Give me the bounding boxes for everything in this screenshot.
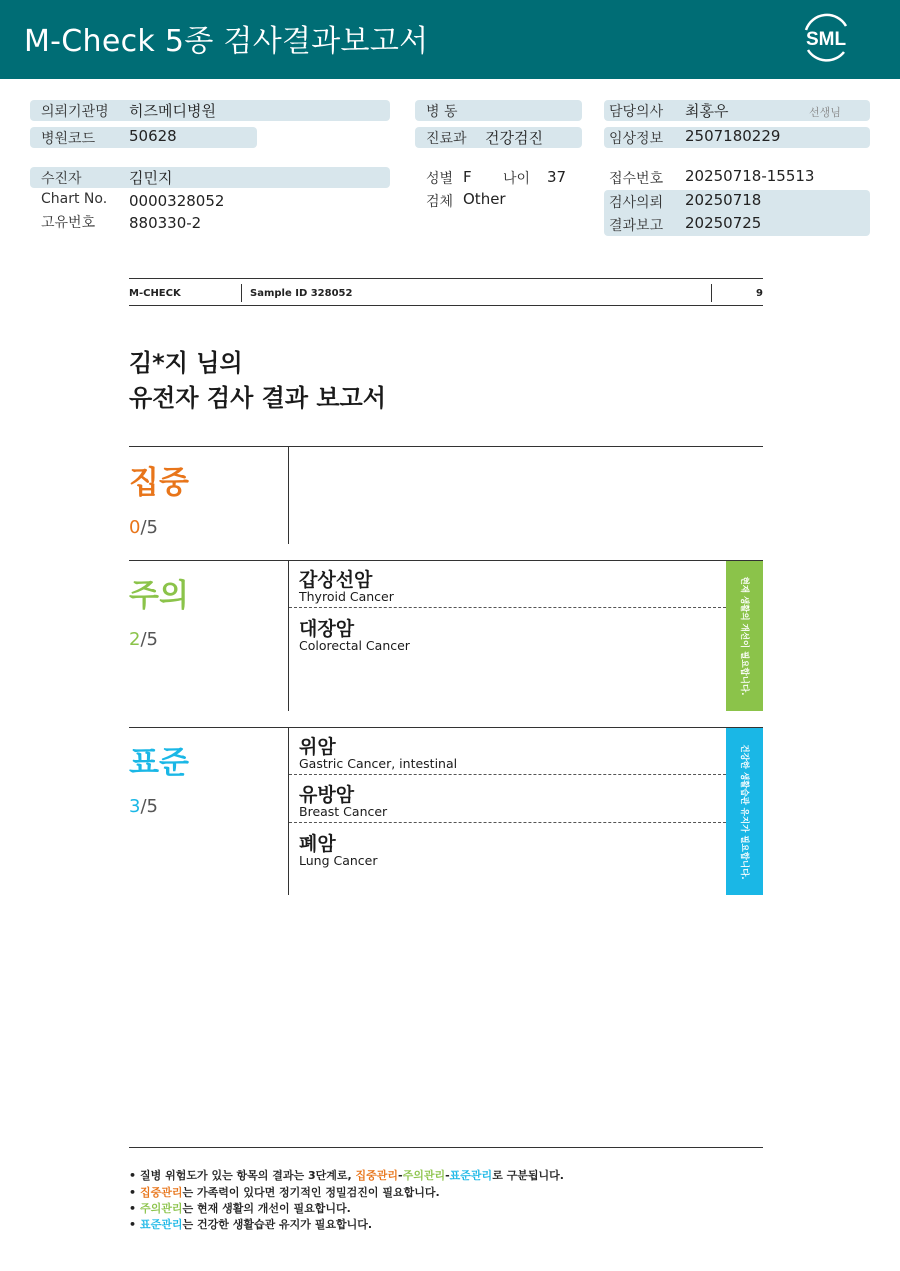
institution-value: 히즈메디병원 bbox=[129, 102, 216, 120]
note-4-standard: 표준관리 bbox=[140, 1218, 183, 1231]
page-bar-bottom-rule bbox=[129, 305, 763, 306]
report-date-value: 20250725 bbox=[685, 214, 762, 232]
note-line-3 bbox=[129, 1200, 351, 1216]
name-label: 수진자 bbox=[41, 171, 82, 187]
page-bar-sample-id: Sample ID 328052 bbox=[250, 288, 353, 299]
report-header-title: M-Check 5종 검사결과보고서 bbox=[24, 24, 429, 59]
receipt-label: 접수번호 bbox=[609, 171, 664, 187]
doctor-value: 최홍우 bbox=[685, 102, 729, 120]
category-caution-total: /5 bbox=[140, 629, 158, 650]
category-focus-count: 0 bbox=[129, 517, 141, 538]
page-bar-brand: M-CHECK bbox=[129, 288, 181, 299]
note-line-2 bbox=[129, 1184, 440, 1200]
category-focus-total: /5 bbox=[140, 517, 158, 538]
category-caution-rule bbox=[129, 560, 763, 561]
category-standard-count: 3 bbox=[129, 796, 141, 817]
standard-item-separator-2 bbox=[289, 822, 726, 823]
note-1-caution: 주의관리 bbox=[402, 1169, 446, 1182]
page-bar-divider-2 bbox=[711, 284, 712, 302]
name-band bbox=[30, 167, 390, 188]
note-3-text: 는 현재 생활의 개선이 필요합니다. bbox=[182, 1202, 351, 1215]
note-bullet: • bbox=[129, 1218, 137, 1231]
age-value: 37 bbox=[547, 168, 567, 186]
caution-item-2-korean: 대장암 bbox=[299, 618, 355, 640]
name-value: 김민지 bbox=[129, 169, 173, 187]
sex-label: 성별 bbox=[426, 171, 454, 187]
caution-item-separator bbox=[289, 607, 726, 608]
category-focus-score bbox=[129, 517, 158, 538]
category-standard-total: /5 bbox=[140, 796, 158, 817]
standard-item-separator-1 bbox=[289, 774, 726, 775]
category-caution-score bbox=[129, 629, 158, 650]
standard-item-3-korean: 폐암 bbox=[299, 833, 336, 855]
report-title-line-1: 김*지 님의 bbox=[129, 349, 243, 377]
note-1-focus: 집중관리 bbox=[355, 1169, 398, 1182]
sml-logo bbox=[798, 12, 854, 64]
notes-rule bbox=[129, 1147, 763, 1148]
standard-item-1-korean: 위암 bbox=[299, 736, 336, 758]
dept-value: 건강검진 bbox=[485, 129, 543, 147]
specimen-label: 검체 bbox=[426, 194, 454, 210]
receipt-value: 20250718-15513 bbox=[685, 167, 815, 185]
standard-side-tab-text: 건강한 생활습관 유지가 필요합니다. bbox=[738, 743, 749, 880]
category-standard-title: 표준 bbox=[129, 745, 189, 781]
category-standard-score bbox=[129, 796, 158, 817]
sex-value: F bbox=[463, 168, 472, 186]
note-1-standard: 표준관리 bbox=[449, 1169, 493, 1182]
clinical-value: 2507180229 bbox=[685, 127, 781, 145]
category-focus-title: 집중 bbox=[129, 465, 189, 501]
note-bullet: • bbox=[129, 1186, 137, 1199]
note-1-sep-1: - bbox=[398, 1169, 403, 1182]
standard-item-3-english: Lung Cancer bbox=[299, 853, 378, 868]
standard-side-tab bbox=[726, 728, 763, 895]
chart-value: 0000328052 bbox=[129, 192, 225, 210]
note-3-caution: 주의관리 bbox=[140, 1202, 183, 1215]
report-date-label: 결과보고 bbox=[609, 218, 664, 234]
standard-item-2-english: Breast Cancer bbox=[299, 804, 388, 819]
note-line-4 bbox=[129, 1216, 372, 1232]
standard-item-1-english: Gastric Cancer, intestinal bbox=[299, 756, 458, 771]
unique-id-value: 880330-2 bbox=[129, 214, 202, 232]
caution-side-tab bbox=[726, 561, 763, 711]
dept-label: 진료과 bbox=[426, 131, 467, 147]
caution-item-1-english: Thyroid Cancer bbox=[299, 589, 394, 604]
note-2-text: 는 가족력이 있다면 정기적인 정밀검진이 필요합니다. bbox=[182, 1186, 440, 1199]
category-standard-divider bbox=[288, 728, 289, 895]
category-focus-rule bbox=[129, 446, 763, 447]
report-title-line-2: 유전자 검사 결과 보고서 bbox=[129, 384, 386, 412]
page-bar-page-number: 9 bbox=[756, 288, 763, 299]
specimen-value: Other bbox=[463, 190, 506, 208]
category-standard-rule bbox=[129, 727, 763, 728]
hospital-code-value: 50628 bbox=[129, 127, 177, 145]
note-bullet: • bbox=[129, 1169, 137, 1182]
category-caution-count: 2 bbox=[129, 629, 141, 650]
page-bar-divider-1 bbox=[241, 284, 242, 302]
note-2-focus: 집중관리 bbox=[140, 1186, 183, 1199]
report-header bbox=[0, 0, 900, 79]
note-4-text: 는 건강한 생활습관 유지가 필요합니다. bbox=[182, 1218, 373, 1231]
caution-side-tab-text: 현재 생활의 개선이 필요합니다. bbox=[738, 576, 749, 696]
note-bullet: • bbox=[129, 1202, 137, 1215]
hospital-code-label: 병원코드 bbox=[41, 131, 96, 147]
note-1-text-e: 로 구분됩니다. bbox=[492, 1169, 564, 1182]
caution-item-2-english: Colorectal Cancer bbox=[299, 638, 410, 653]
note-1-text-a: 질병 위험도가 있는 항목의 결과는 3단계로, bbox=[140, 1169, 356, 1182]
clinical-label: 임상정보 bbox=[609, 131, 664, 147]
category-focus-divider bbox=[288, 447, 289, 544]
chart-label: Chart No. bbox=[41, 191, 108, 207]
note-line-1 bbox=[129, 1167, 564, 1183]
caution-item-1-korean: 갑상선암 bbox=[299, 569, 373, 591]
category-caution-title: 주의 bbox=[129, 578, 189, 614]
note-1-sep-2: - bbox=[445, 1169, 450, 1182]
page-bar-top-rule bbox=[129, 278, 763, 279]
institution-label: 의뢰기관명 bbox=[41, 104, 109, 120]
category-caution-divider bbox=[288, 561, 289, 711]
sml-logo-text: SML bbox=[805, 29, 847, 50]
unique-id-label: 고유번호 bbox=[41, 215, 96, 231]
doctor-suffix: 선생님 bbox=[809, 106, 841, 119]
ward-label: 병 동 bbox=[426, 104, 458, 120]
request-value: 20250718 bbox=[685, 191, 762, 209]
standard-item-2-korean: 유방암 bbox=[299, 784, 355, 806]
request-label: 검사의뢰 bbox=[609, 195, 664, 211]
age-label: 나이 bbox=[503, 171, 531, 187]
doctor-label: 담당의사 bbox=[609, 104, 664, 120]
